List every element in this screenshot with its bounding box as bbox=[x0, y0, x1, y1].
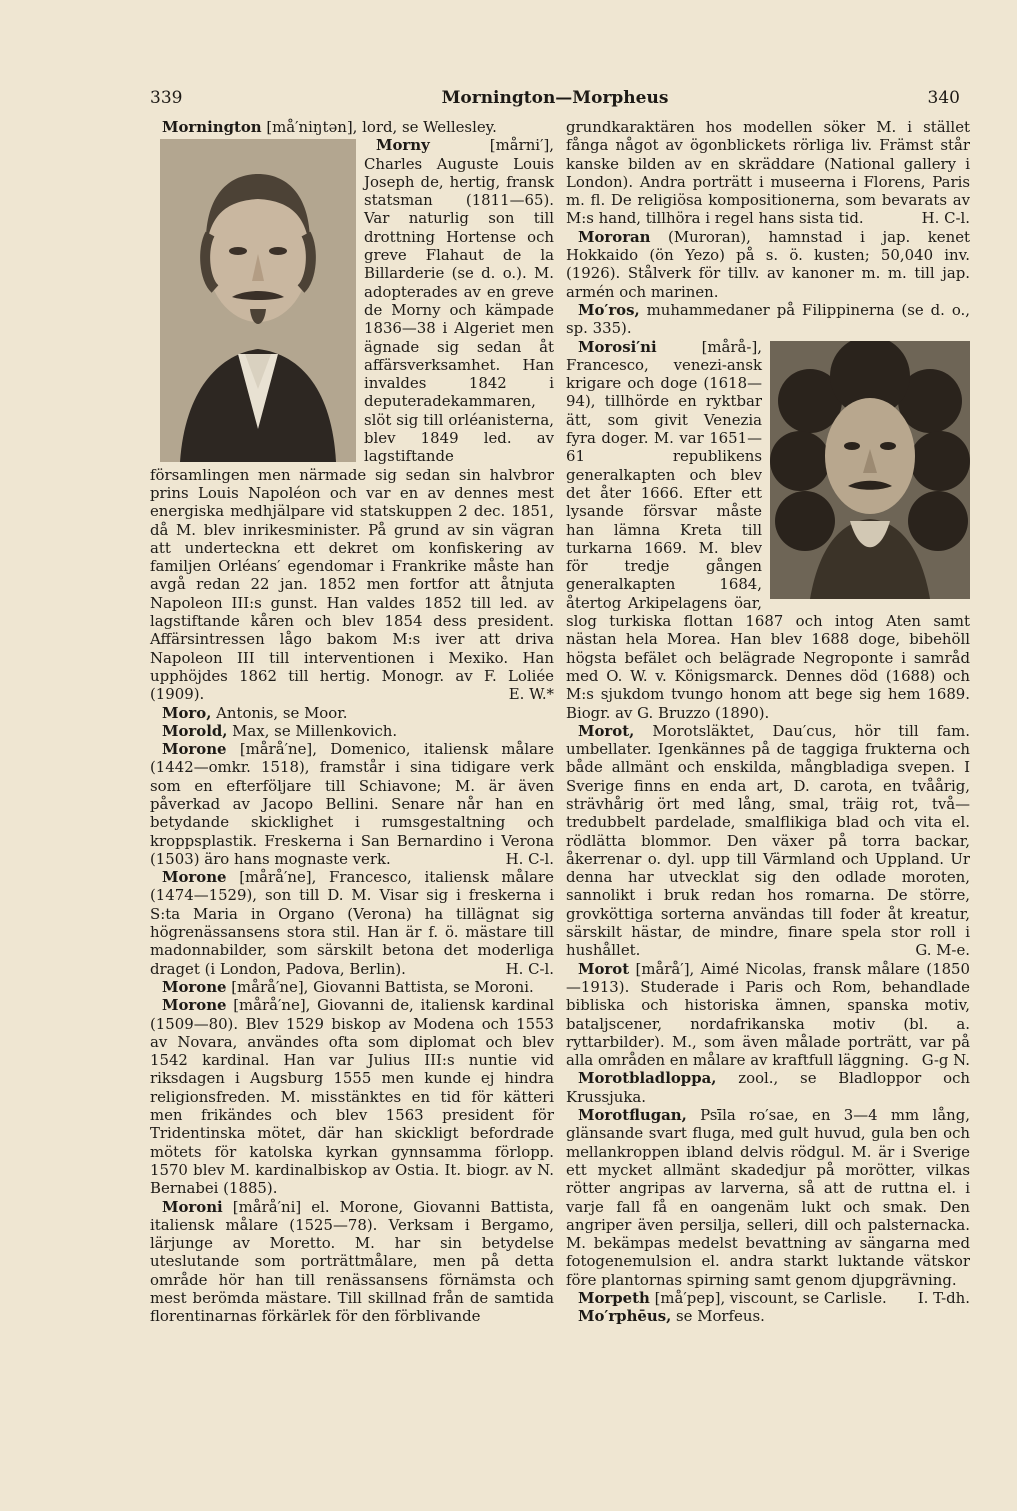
entry-text: Morotsläktet, Dau′cus, hör till fam. umbellater. Igenkännes på de taggiga frukterna och både allmänt och enskilda, mångbladiga svepen. I Sverige finns en enda art, D. carota, en tvåårig, strävhårig ört med lång, smal, träig rot, två—tredubbelt pardelade, smalflikiga blad och vita el. rödlätta blommor. Den växer på torra backar, åkerrenar o. dyl. upp till Värmland och Uppland. Ur denna har utvecklat sig den odlade moroten, sannolikt i bruk redan hos romarna. De större, grovköttiga sorterna användas till foder åt kreatur, särskilt hästar, de mindre, finare spela stor roll i hushållet. bbox=[566, 721, 970, 960]
entry-text: Antonis, se Moor. bbox=[211, 703, 348, 722]
entry-morone-francesco bbox=[150, 868, 554, 978]
entry-text: se Morfeus. bbox=[671, 1307, 765, 1326]
entry-text: Max, se Millenkovich. bbox=[227, 721, 398, 740]
entry-text: Psīla ro′sae, en 3—4 mm lång, glänsande svart fluga, med gult huvud, gula ben och mellankroppen ibland delvis rödgul. M. är i Sverige ett mycket allmänt skadedjur på morötter, vilkas rötter angripas av larverna, så att de ruttna el. i varje fall få en oangenäm lukt och smak. Den angriper även persilja, selleri, dill och palsternacka. M. bekämpas medelst bevattning av sängarna med fotogenemulsion el. andra starkt luktande vätskor före plantornas spirning samt genom djupgrävning. bbox=[566, 1106, 970, 1289]
author-signature: H. C-l. bbox=[921, 209, 970, 228]
entry-moroni-continued bbox=[566, 118, 970, 228]
entry-text: grundkaraktären hos modellen söker M. i stället fånga något av ögonblickets rörliga liv. Främst står kanske bilden av en skräddare (National gallery i London). Andra porträtt i museerna i Florens, Paris m. fl. De religiösa kompositionerna, som bevarats av M:s hand, tillhöra i regel hans sista tid. bbox=[566, 118, 970, 228]
entry-text: [mårå-], Francesco, venezi-ansk krigare och doge (1618—94), tillhörde en ryktbar ätt, som givit Venezia fyra doger. M. var 1651—61 republikens generalkapten och blev det åter 1666. Efter ett lysande försvar måste han lämna Kreta till turkarna 1669. M. blev för tredje gången generalkapten 1684, återtog Arkipelagens öar, slog turkiska flottan 1687 och intog Aten samt nästan hela Morea. Han blev 1688 doge, bibehöll högsta befälet och belägrade Negroponte i samråd med O. W. v. Königsmarck. Dennes död (1688) och M:s sjukdom tvungo honom att bege sig hem 1689. Biogr. av G. Bruzzo (1890). bbox=[566, 337, 970, 722]
entry-morone-domenico bbox=[150, 740, 554, 868]
entry-morpheus bbox=[566, 1307, 970, 1325]
left-page-number: 339 bbox=[150, 88, 183, 108]
headword: Morotflugan, bbox=[578, 1106, 687, 1125]
headword: Moroni bbox=[162, 1197, 223, 1216]
right-column bbox=[566, 118, 970, 1326]
headword: Morosi′ni bbox=[578, 337, 657, 356]
entry-text: [mårå′ne], Francesco, italiensk målare (1474—1529), son till D. M. Visar sig i freskerna i S:ta Maria in Organo (Verona) ha tillägnat sig högrenässansens stora stil. Han är f. ö. mästare till madonnabilder, som särskilt betona det moderliga draget (i London, Padova, Berlin). bbox=[150, 868, 554, 978]
entry-morone-giovanni bbox=[150, 996, 554, 1197]
entry-text: [mårni′], Charles Auguste Louis Joseph de, hertig, fransk statsman (1811—65). Var naturlig son till drottning Hortense och greve Flahaut de la Billarderie (se d. o.). M. adopterades av en greve de Morny och kämpade 1836—38 i Algeriet men ägnade sig sedan åt affärsverksamhet. Han invaldes 1842 i deputeradekammaren, slöt sig till orléanisterna, blev 1849 led. av lagstiftande församlingen men närmade sig sedan sin halvbror prins Louis Napoléon och var en av dennes mest energiska medhjälpare vid statskuppen 2 dec. 1851, då M. blev inrikesminister. På grund av sin vägran att underteckna ett dekret om konfiskering av familjen Orléans′ egendomar i Frankrike måste han avgå redan 22 jan. 1852 men fortfor att åtnjuta Napoleon III:s gunst. Han valdes 1852 till led. av lagstiftande kåren och blev 1854 dess president. Affärsintressen lågo bakom M:s iver att driva Napoleon III till interventionen i Mexiko. Han upphöjdes 1862 till hertig. Monogr. av F. Loliée (1909). bbox=[150, 136, 554, 704]
entry-text: [mårå′], Aimé Nicolas, fransk målare (1850—1913). Studerade i Paris och Rom, behandlade bibliska och historiska ämnen, spanska motiv, bataljscener, nordafrikanska motiv (bl. a. ryttarbilder). M., som även målade porträtt, var på alla områden en målare av kraftfull läggning. bbox=[566, 959, 970, 1070]
entry-morot bbox=[566, 722, 970, 960]
left-column bbox=[150, 118, 554, 1326]
entry-moroni bbox=[150, 1198, 554, 1326]
headword: Morpeth bbox=[578, 1289, 650, 1307]
headword: Morold, bbox=[162, 721, 228, 740]
author-signature: E. W.* bbox=[508, 685, 554, 704]
headword: Mo′ros, bbox=[578, 300, 640, 319]
author-signature: H. C-l. bbox=[505, 959, 554, 978]
author-signature: H. C-l. bbox=[505, 849, 554, 868]
headword: Mornington bbox=[162, 118, 262, 136]
headword: Morotbladloppa, bbox=[578, 1069, 717, 1088]
entry-text: [mårå′ne], Domenico, italiensk målare (1442—omkr. 1518), framstår i sina tidigare verk som en efterföljare till Schiavone; M. är även påverkad av Jacopo Bellini. Senare når han en betydande skicklighet i rumsgestaltning och kroppsplastik. Freskerna i San Bernardino i Verona (1503) äro hans mognaste verk. bbox=[150, 740, 554, 868]
entry-text: [mårå′ne], Giovanni Battista, se Moroni. bbox=[226, 977, 534, 996]
portrait-morny bbox=[160, 139, 356, 462]
entry-moros bbox=[566, 301, 970, 338]
entry-text: zool., se Bladloppor och Krussjuka. bbox=[566, 1069, 970, 1106]
headword: Morone bbox=[162, 740, 227, 759]
author-signature: G. M-e. bbox=[915, 941, 970, 960]
headword: Morone bbox=[162, 996, 227, 1015]
entry-morot-aime bbox=[566, 960, 970, 1070]
entry-text: muhammedaner på Filippinerna (se d. o., sp. 335). bbox=[566, 300, 970, 338]
headword: Mororan bbox=[578, 227, 651, 246]
entry-mororan bbox=[566, 228, 970, 301]
running-title: Mornington—Morpheus bbox=[441, 88, 669, 108]
right-page-number: 340 bbox=[927, 88, 960, 108]
entry-morotbladloppa bbox=[566, 1069, 970, 1106]
headword: Morone bbox=[162, 977, 227, 996]
entry-morold bbox=[150, 722, 554, 740]
entry-moro bbox=[150, 704, 554, 722]
entry-morone-giovanni-battista bbox=[150, 978, 554, 996]
headword: Morone bbox=[162, 868, 227, 887]
headword: Morny bbox=[376, 136, 430, 155]
page-header bbox=[150, 88, 960, 112]
entry-text: [mårå′ne], Giovanni de, italiensk kardinal (1509—80). Blev 1529 biskop av Modena och 1553 av Novara, användes ofta som diplomat och blev 1542 kardinal. Han var Julius III:s nuntie vid riksdagen i Augsburg 1555 men kunde ej hindra religionsfreden. M. misstänktes en tid för kätteri men frikändes och blev 1563 president för Tridentinska mötet, där han skickligt befordrade mötets för katolska kyrkan gynnsamma förlopp. 1570 blev M. kardinalbiskop av Ostia. It. biogr. av N. Bernabei (1885). bbox=[150, 996, 554, 1198]
entry-text: [mårå′ni] el. Morone, Giovanni Battista, italiensk målare (1525—78). Verksam i Bergamo, lärjunge av Moretto. M. har sin betydelse uteslutande som porträttmålare, men på detta område hör han till renässansens förnämsta och mest berömda mästare. Till skillnad från de samtida florentinarnas förkärlek för den förblivande bbox=[150, 1197, 554, 1326]
headword: Morot bbox=[578, 959, 630, 978]
entry-text: [må′pep], viscount, se Carlisle. bbox=[649, 1289, 887, 1307]
entry-text: [må′niŋtən], lord, se Wellesley. bbox=[261, 118, 497, 136]
author-signature: I. T-dh. bbox=[917, 1289, 970, 1307]
portrait-morosini-image bbox=[770, 341, 970, 599]
entry-text: (Muroran), hamnstad i jap. kenet Hokkaido (ön Yezo) på s. ö. kusten; 50,040 inv. (1926). Stålverk för tillv. av kanoner m. m. till jap. armén och marinen. bbox=[566, 227, 970, 301]
entry-mornington bbox=[150, 118, 554, 136]
portrait-morny-image bbox=[160, 139, 356, 462]
headword: Morot, bbox=[578, 721, 635, 740]
author-signature: G-g N. bbox=[921, 1051, 970, 1070]
headword: Moro, bbox=[162, 703, 212, 722]
headword: Mo′rphēus, bbox=[578, 1307, 672, 1326]
portrait-morosini bbox=[770, 341, 970, 599]
